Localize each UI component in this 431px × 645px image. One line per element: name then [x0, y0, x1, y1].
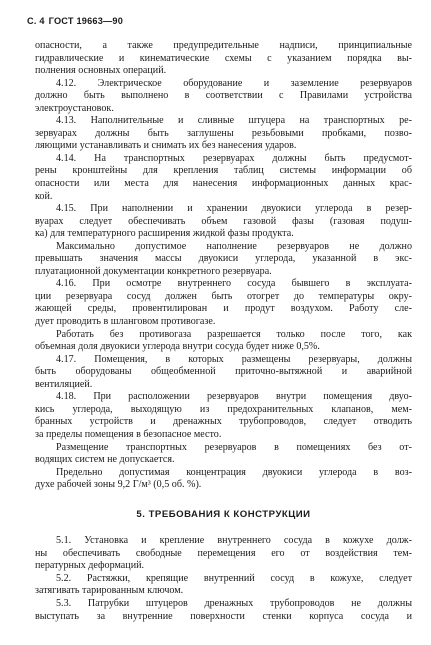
text-line: дует проводить в шланговом противогазе.: [35, 316, 216, 328]
text-line: Предельно допустимая концентрация двуокиси углерода в воз-: [56, 466, 412, 478]
text-line: пературных деформаций.: [35, 560, 145, 572]
text-line: должно быть выполнено в соответствии с Правилами устройства: [35, 90, 412, 102]
text-line: затягивать тарированным ключом.: [35, 585, 184, 597]
paragraph: [35, 153, 412, 203]
page-number: С. 4: [27, 16, 45, 26]
text-line: 5.3. Патрубки штуцеров дренажных трубопроводов не должны: [56, 597, 412, 609]
text-line: вентиляцией.: [35, 378, 93, 390]
text-line: 4.18. При расположении резервуаров внутри помещения двуо-: [56, 391, 412, 403]
text-line: рены кронштейны для крепления таблиц системы информации об: [35, 165, 412, 177]
text-line: 4.13. Наполнительные и сливные штуцера на транспортных ре-: [56, 115, 412, 127]
text-line: Работать без противогаза разрешается только после того, как: [56, 328, 412, 340]
text-line: кой.: [35, 190, 53, 202]
section-4-text: [35, 40, 412, 492]
text-line: водящих систем не допускается.: [35, 454, 175, 466]
paragraph: [35, 278, 412, 328]
text-line: 5.1. Установка и крепление внутреннего сосуда в кожухе долж-: [56, 535, 412, 547]
text-line: 4.15. При наполнении и хранении двуокиси углерода в резер-: [56, 203, 412, 215]
page-header: [27, 15, 123, 28]
paragraph: [35, 573, 412, 598]
text-line: за пределы помещения в безопасное место.: [35, 428, 222, 440]
text-line: объемная доля двуокиси углерода внутри сосуда будет ниже 0,5%.: [35, 341, 320, 353]
paragraph: [35, 78, 412, 116]
text-line: Размещение транспортных резервуаров в помещениях без от-: [56, 441, 412, 453]
text-line: полнения основных операций.: [35, 65, 167, 77]
section-heading: 5. ТРЕБОВАНИЯ К КОНСТРУКЦИИ: [136, 508, 311, 520]
text-line: бранных устройств и дренажных трубопроводов, следует отводить: [35, 416, 412, 428]
document-code: ГОСТ 19663—90: [48, 16, 124, 26]
section-5-text: [35, 535, 412, 623]
text-line: ляющими устанавливать и снимать их без нанесения ударов.: [35, 140, 297, 152]
text-line: зервуарах должны быть заглушены резьбовыми пробками, позво-: [35, 127, 412, 139]
text-line: гидравлические и кинематические схемы с указанием порядка вы-: [35, 52, 412, 64]
text-line: электроустановок.: [35, 102, 114, 114]
text-line: 4.14. На транспортных резервуарах должны быть предусмот-: [56, 152, 412, 164]
paragraph: [35, 354, 412, 392]
text-line: вуарах следует обеспечивать объем газовой фазы (газовая подуш-: [35, 215, 412, 227]
paragraph: [35, 467, 412, 492]
text-line: жающей среды, провентилирован и продут воздухом. Работу сле-: [35, 303, 412, 315]
text-line: кись углерода, выходящую из предохранительных клапанов, мем-: [35, 403, 412, 415]
text-line: выступать за внутренние поверхности стенки корпуса сосуда и: [35, 610, 412, 622]
text-line: ции резервуара сосуд должен быть отогрет до температуры окру-: [35, 290, 412, 302]
text-line: превышать значения массы двуокиси углерода, указанной в экс-: [35, 253, 412, 265]
paragraph: [35, 203, 412, 241]
paragraph: [35, 329, 412, 354]
paragraph: [35, 241, 412, 279]
paragraph: [35, 115, 412, 153]
text-line: опасности, а также предупредительные надписи, принципиальные: [35, 40, 412, 51]
text-line: быть оборудованы общеобменной приточно-вытяжной и аварийной: [35, 366, 412, 378]
text-line: духе рабочей зоны 9,2 Г/м³ (0,5 об. %).: [35, 479, 202, 491]
text-line: Максимально допустимое наполнение резервуаров не должно: [56, 240, 412, 252]
paragraph: [35, 391, 412, 441]
paragraph: [35, 535, 412, 573]
text-line: ка) для температурного расширения жидкой фазы продукта.: [35, 228, 294, 240]
text-line: 4.16. При осмотре внутреннего сосуда бывшего в эксплуата-: [56, 278, 412, 290]
text-line: 4.12. Электрическое оборудование и заземление резервуаров: [56, 77, 412, 89]
document-body: [35, 40, 412, 623]
text-line: плуатационной документации конкретного резервуара.: [35, 265, 272, 277]
paragraph: [35, 40, 412, 78]
text-line: опасности или места для нанесения информационных данных крас-: [35, 178, 412, 190]
paragraph: [35, 442, 412, 467]
text-line: ны обеспечивать свободные перемещения его от воздействия тем-: [35, 547, 412, 559]
paragraph: [35, 598, 412, 623]
text-line: 5.2. Растяжки, крепящие внутренний сосуд в кожухе, следует: [56, 572, 412, 584]
text-line: 4.17. Помещения, в которых размещены резервуары, должны: [56, 353, 412, 365]
